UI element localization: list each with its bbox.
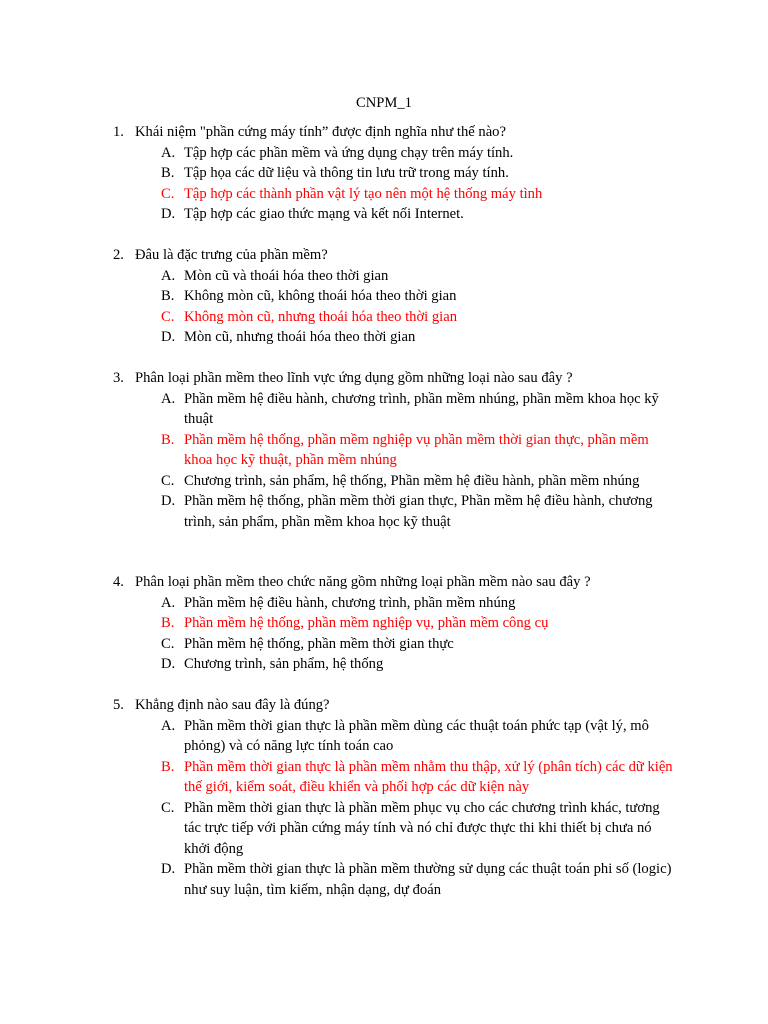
option-letter: C. [161, 472, 175, 489]
question-number: 2. [113, 247, 124, 263]
option-letter: D. [161, 861, 176, 877]
option-c [0, 798, 768, 860]
question-1 [0, 122, 768, 225]
question-number: 3. [113, 370, 124, 386]
option-text: Mòn cũ, nhưng thoái hóa theo thời gian [184, 329, 416, 345]
option-text: Mòn cũ và thoái hóa theo thời gian [184, 267, 389, 284]
option-text: Phần mềm hệ thống, phần mềm nghiệp vụ phần mềm thời gian thực, phần mềm khoa học kỹ thuật, phần mềm nhúng [184, 431, 649, 468]
option-text: Phần mềm thời gian thực là phần mềm thường sử dụng các thuật toán phi số (logic) như suy luận, tìm kiếm, nhận dạng, dự đoán [184, 861, 672, 898]
option-letter: C. [161, 635, 175, 652]
option-a [0, 143, 768, 164]
option-d [0, 859, 768, 900]
question-4 [0, 572, 768, 675]
question-number: 4. [113, 574, 124, 590]
option-letter: B. [161, 431, 175, 448]
option-text: Phần mềm thời gian thực là phần mềm phục vụ cho các chương trình khác, tương tác trực tiếp với phần cứng máy tính và nó chỉ được thực thi khi thiết bị chưa nó khởi động [184, 799, 660, 857]
option-b [0, 163, 768, 184]
option-letter: B. [161, 758, 175, 775]
option-d [0, 491, 768, 532]
option-text: Phần mềm hệ thống, phần mềm nghiệp vụ, phần mềm công cụ [184, 615, 549, 631]
option-text: Chương trình, sản phẩm, hệ thống [184, 656, 384, 672]
option-text: Phần mềm hệ điều hành, chương trình, phần mềm nhúng [184, 594, 516, 611]
option-text: Phần mềm thời gian thực là phần mềm dùng các thuật toán phức tạp (vật lý, mô phỏng) và có năng lực tính toán cao [184, 717, 649, 754]
option-b [0, 286, 768, 307]
option-text: Không mòn cũ, không thoái hóa theo thời gian [184, 288, 457, 304]
question-text: Khái niệm "phần cứng máy tính” được định nghĩa như thế nào? [135, 124, 506, 140]
option-letter: D. [161, 206, 176, 222]
question-2 [0, 245, 768, 348]
option-a [0, 389, 768, 430]
option-letter: D. [161, 493, 176, 509]
option-text: Phần mềm hệ thống, phần mềm thời gian thực [184, 635, 454, 652]
option-d [0, 204, 768, 225]
question-3 [0, 368, 768, 532]
option-letter: C. [161, 185, 175, 202]
option-c [0, 471, 768, 492]
option-letter: C. [161, 308, 175, 325]
option-letter: A. [161, 717, 176, 734]
option-letter: B. [161, 615, 175, 631]
option-c-correct [0, 184, 768, 205]
option-d [0, 327, 768, 348]
option-c [0, 634, 768, 655]
document-title: CNPM_1 [356, 95, 412, 111]
option-letter: C. [161, 799, 175, 816]
option-b-correct [0, 757, 768, 798]
option-letter: A. [161, 390, 176, 407]
option-a [0, 593, 768, 614]
option-letter: D. [161, 329, 176, 345]
option-letter: D. [161, 656, 176, 672]
question-5 [0, 695, 768, 900]
option-text: Chương trình, sản phẩm, hệ thống, Phần mềm hệ điều hành, phần mềm nhúng [184, 472, 640, 489]
option-text: Phần mềm thời gian thực là phần mềm nhằm thu thập, xử lý (phân tích) các dữ kiện thế giới, kiểm soát, điều khiển và phối hợp các dữ kiện này [184, 758, 673, 795]
option-letter: A. [161, 594, 176, 611]
option-text: Phần mềm hệ điều hành, chương trình, phần mềm nhúng, phần mềm khoa học kỹ thuật [184, 390, 659, 427]
option-text: Tập hợp các thành phần vật lý tạo nên một hệ thống máy tình [184, 185, 543, 202]
option-letter: B. [161, 165, 175, 181]
option-letter: B. [161, 288, 175, 304]
question-text: Đâu là đặc trưng của phần mềm? [135, 247, 328, 263]
option-d [0, 654, 768, 675]
question-text: Khẳng định nào sau đây là đúng? [135, 697, 330, 713]
question-number: 5. [113, 697, 124, 713]
option-b-correct [0, 430, 768, 471]
option-a [0, 716, 768, 757]
option-letter: A. [161, 267, 176, 284]
question-text: Phân loại phần mềm theo lĩnh vực ứng dụng gồm những loại nào sau đây ? [135, 370, 573, 386]
question-number: 1. [113, 124, 124, 140]
option-text: Tập họa các dữ liệu và thông tin lưu trữ trong máy tính. [184, 165, 509, 181]
option-c-correct [0, 307, 768, 328]
option-text: Không mòn cũ, nhưng thoái hóa theo thời gian [184, 308, 458, 325]
option-b-correct [0, 613, 768, 634]
option-text: Tập hợp các phần mềm và ứng dụng chạy trên máy tính. [184, 144, 514, 161]
option-text: Phần mềm hệ thống, phần mềm thời gian thực, Phần mềm hệ điều hành, chương trình, sản phẩm, phần mềm khoa học kỹ thuật [184, 493, 653, 530]
question-text: Phân loại phần mềm theo chức năng gồm những loại phần mềm nào sau đây ? [135, 574, 591, 590]
option-a [0, 266, 768, 287]
option-text: Tập hợp các giao thức mạng và kết nối Internet. [184, 206, 464, 222]
option-letter: A. [161, 144, 176, 161]
